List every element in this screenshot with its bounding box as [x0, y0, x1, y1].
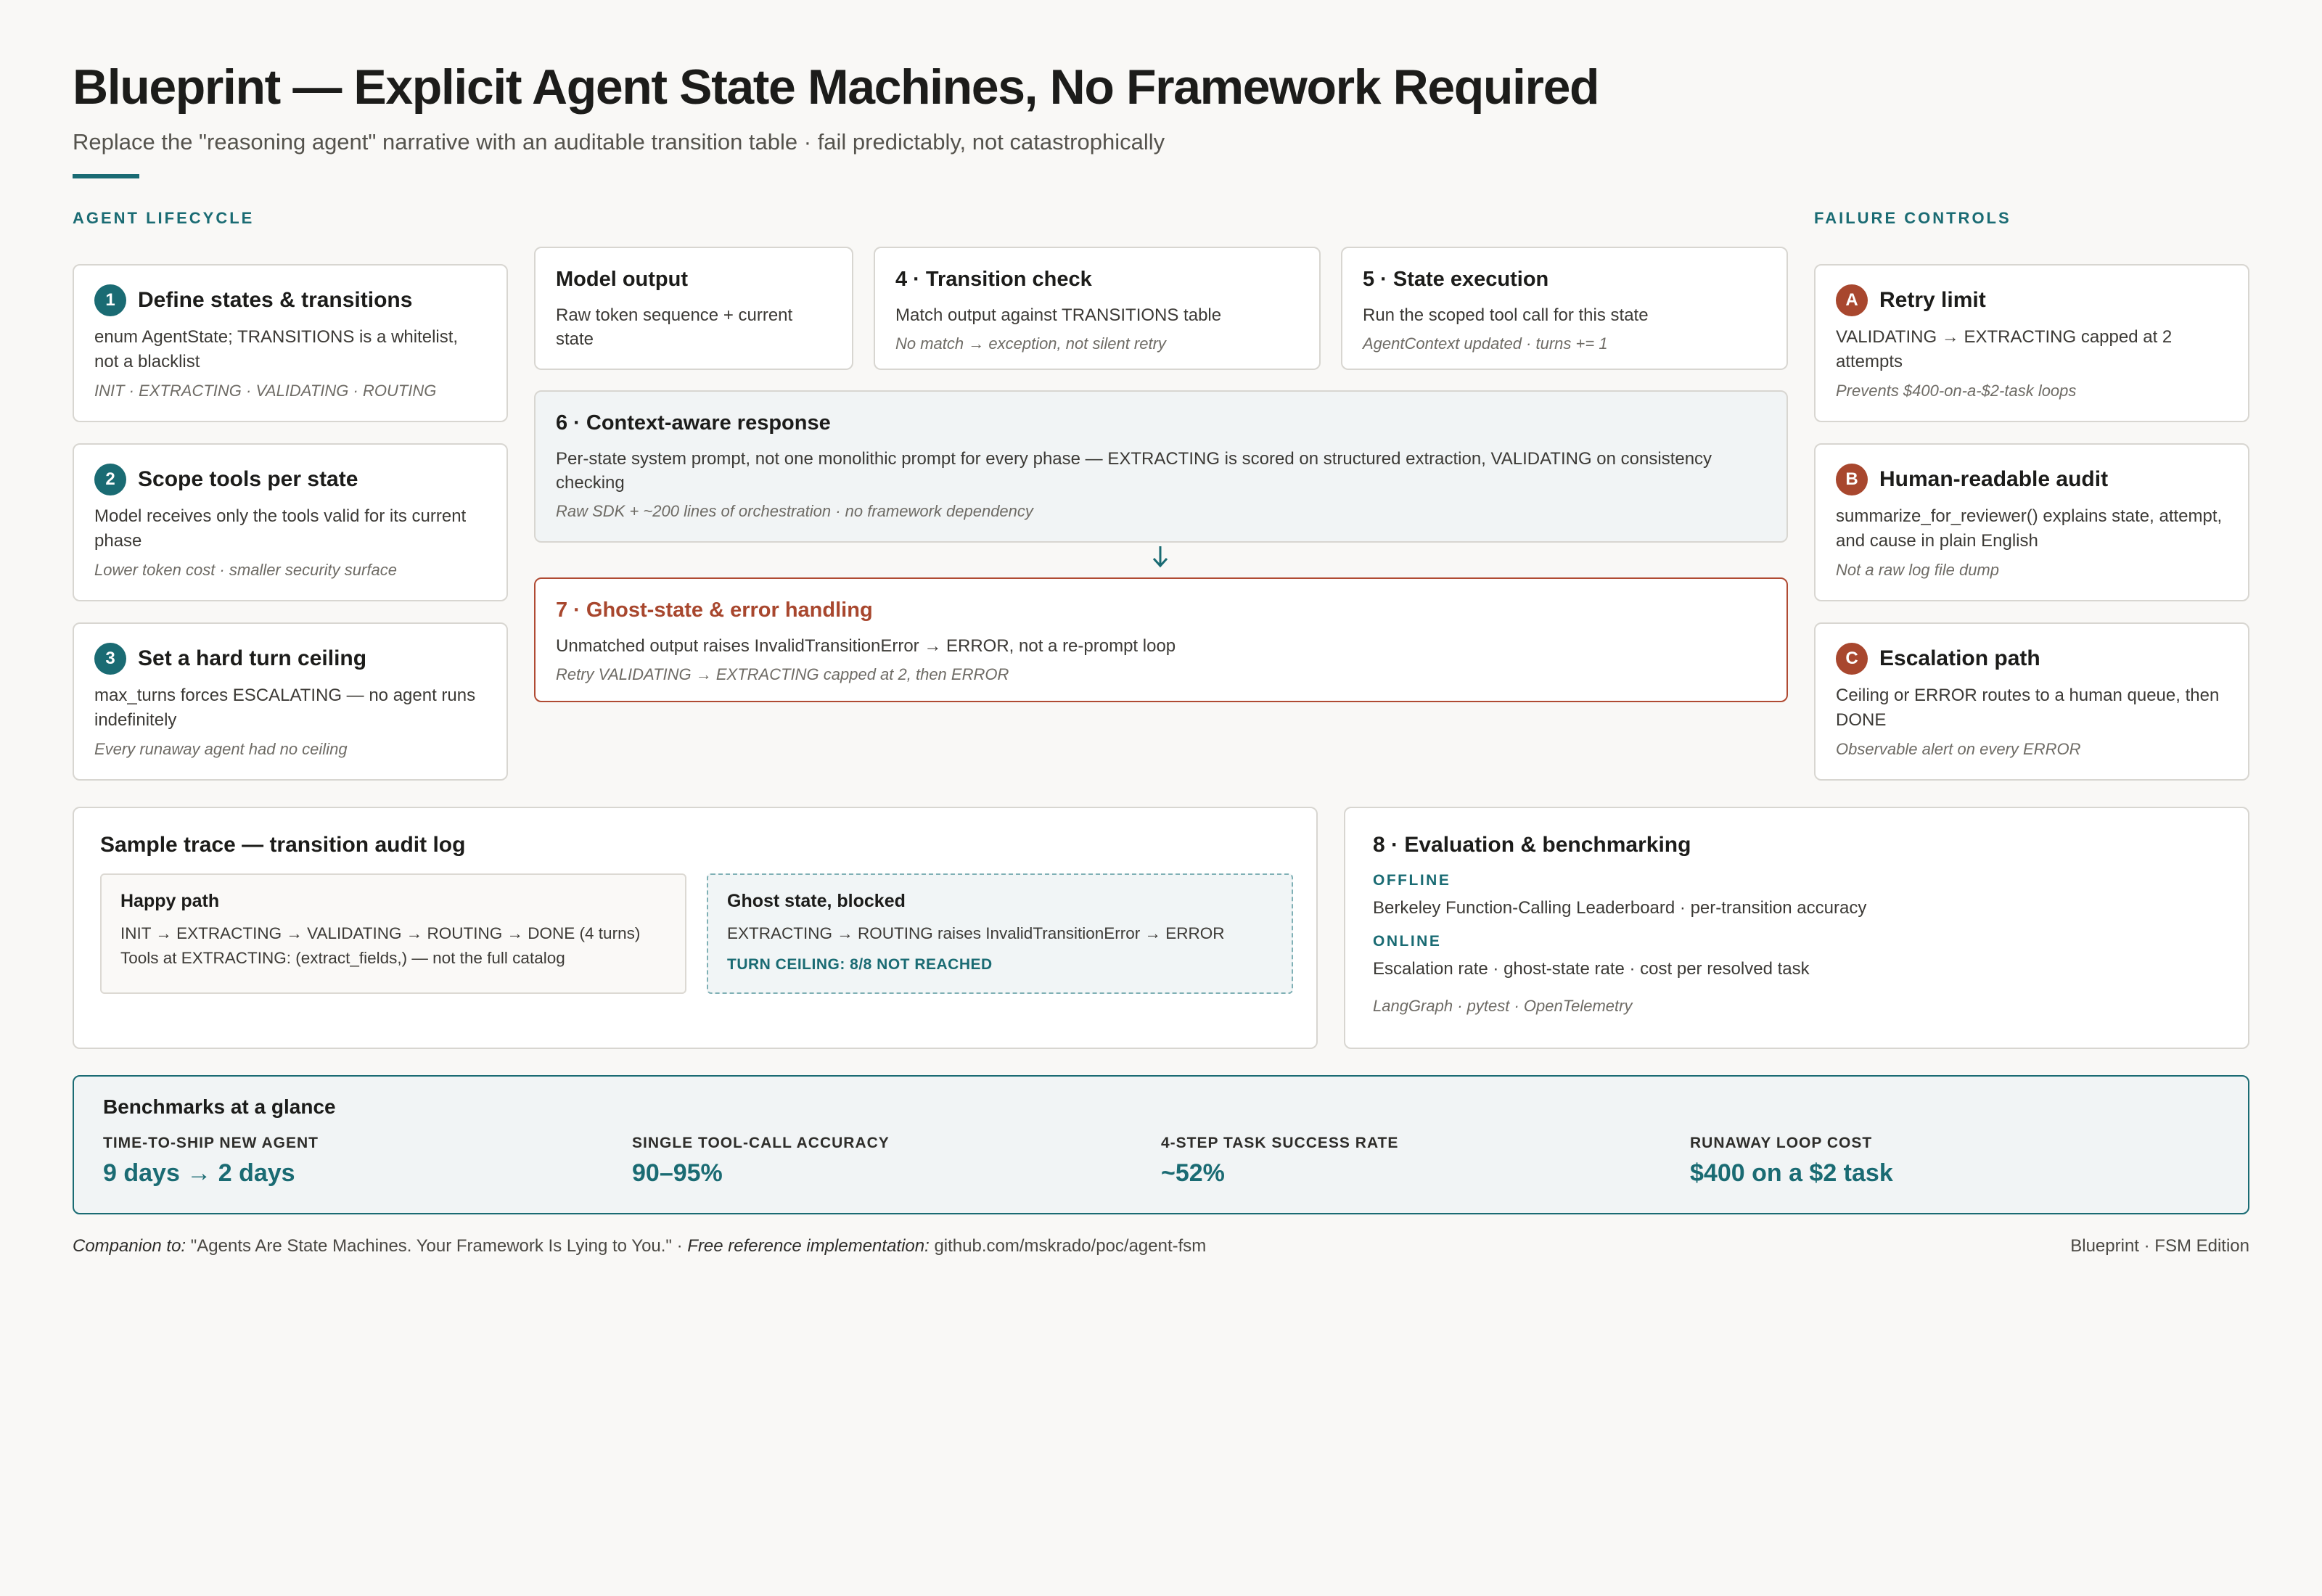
benchmarks-title: Benchmarks at a glance	[103, 1095, 336, 1118]
metric-label: TIME-TO-SHIP NEW AGENT	[103, 1135, 319, 1151]
failure-card-retry-limit	[1814, 264, 2249, 422]
card-title: 5 · State execution	[1363, 268, 1549, 291]
trace-title: Sample trace — transition audit log	[100, 833, 466, 857]
card-body: Unmatched output raises InvalidTransitionError → ERROR, not a re-prompt loop	[556, 636, 1176, 656]
metric-label: SINGLE TOOL-CALL ACCURACY	[632, 1135, 890, 1151]
metric-runaway-loop-cost	[1690, 1135, 2219, 1188]
trace-card	[73, 807, 1318, 1049]
card-title	[94, 643, 486, 675]
happy-path-sequence: INIT → EXTRACTING → VALIDATING → ROUTING → DONE (4 turns)	[120, 924, 641, 942]
card-body: max_turns forces ESCALATING — no agent runs indefinitely	[94, 686, 476, 730]
failure-card-escalation-path	[1814, 622, 2249, 781]
card-body: Match output against TRANSITIONS table	[895, 305, 1222, 325]
footer-edition: Blueprint · FSM Edition	[2070, 1236, 2249, 1256]
online-text: Escalation rate · ghost-state rate · cost per resolved task	[1373, 959, 1810, 979]
metric-tool-call-accuracy	[632, 1135, 1161, 1188]
happy-path-title: Happy path	[120, 891, 220, 911]
lifecycle-section-label: AGENT LIFECYCLE	[73, 209, 255, 227]
implementation-link[interactable]: github.com/mskrado/poc/agent-fsm	[934, 1236, 1207, 1256]
failure-card-human-audit	[1814, 443, 2249, 601]
card-title-text: Human-readable audit	[1879, 467, 2109, 491]
failure-controls-section-label: FAILURE CONTROLS	[1814, 209, 2011, 227]
card-note: No match → exception, not silent retry	[895, 334, 1166, 353]
companion-label: Companion to:	[73, 1236, 186, 1256]
card-title	[94, 464, 486, 495]
card-body: summarize_for_reviewer() explains state, attempt, and cause in plain English	[1836, 506, 2223, 551]
implementation-label: Free reference implementation:	[687, 1236, 930, 1256]
evaluation-title: 8 · Evaluation & benchmarking	[1373, 833, 1691, 857]
offline-text: Berkeley Function-Calling Leaderboard · per-transition accuracy	[1373, 898, 1867, 918]
footer	[73, 1236, 2249, 1256]
card-title	[1836, 284, 2228, 316]
flow-card-context-response	[534, 390, 1788, 543]
card-title: 4 · Transition check	[895, 268, 1092, 291]
card-body: Run the scoped tool call for this state	[1363, 305, 1649, 325]
step-badge: 3	[94, 643, 126, 675]
metric-task-success-rate	[1161, 1135, 1690, 1188]
card-body: VALIDATING → EXTRACTING capped at 2 attempts	[1836, 327, 2173, 371]
card-title-text: Scope tools per state	[138, 467, 358, 491]
card-note: Every runaway agent had no ceiling	[94, 740, 348, 758]
card-body: Per-state system prompt, not one monolithic prompt for every phase — EXTRACTING is scored on structured extraction, VALIDATING on consistency checking	[556, 449, 1712, 493]
arrow-down-icon	[1149, 544, 1171, 569]
metric-value: $400 on a $2 task	[1690, 1159, 1893, 1187]
card-note: AgentContext updated · turns += 1	[1363, 334, 1608, 353]
card-note: Observable alert on every ERROR	[1836, 740, 2081, 758]
card-note: Retry VALIDATING → EXTRACTING capped at 2, then ERROR	[556, 665, 1009, 683]
card-title: 7 · Ghost-state & error handling	[556, 598, 873, 622]
footer-companion	[73, 1236, 1206, 1256]
card-title: 6 · Context-aware response	[556, 411, 831, 435]
lifecycle-card-define-states	[73, 264, 508, 422]
control-badge: A	[1836, 284, 1868, 316]
ghost-state-box	[707, 873, 1293, 994]
card-body: enum AgentState; TRANSITIONS is a whitelist, not a blacklist	[94, 327, 459, 371]
page	[73, 58, 2249, 1256]
online-label: ONLINE	[1373, 933, 1442, 950]
card-body: Ceiling or ERROR routes to a human queue, then DONE	[1836, 686, 2220, 730]
flow-card-model-output	[534, 247, 853, 370]
ghost-state-title: Ghost state, blocked	[727, 891, 906, 911]
companion-text: "Agents Are State Machines. Your Framework Is Lying to You." ·	[190, 1236, 688, 1256]
card-note: Raw SDK + ~200 lines of orchestration · no framework dependency	[556, 502, 1033, 520]
card-note: INIT · EXTRACTING · VALIDATING · ROUTING	[94, 382, 437, 400]
lifecycle-card-scope-tools	[73, 443, 508, 601]
evaluation-card	[1344, 807, 2249, 1049]
card-title-text: Retry limit	[1879, 288, 1986, 312]
turn-ceiling-status: TURN CEILING: 8/8 NOT REACHED	[727, 956, 993, 973]
card-note: Not a raw log file dump	[1836, 561, 1999, 579]
flow-card-ghost-state	[534, 577, 1788, 702]
flow-card-state-execution	[1341, 247, 1788, 370]
page-title: Blueprint — Explicit Agent State Machines, No Framework Required	[73, 59, 1599, 115]
control-badge: C	[1836, 643, 1868, 675]
happy-path-box	[100, 873, 686, 994]
benchmarks-grid	[103, 1135, 2219, 1188]
benchmarks-panel	[73, 1075, 2249, 1214]
card-title-text: Set a hard turn ceiling	[138, 646, 367, 670]
lifecycle-card-turn-ceiling	[73, 622, 508, 781]
evaluation-tools: LangGraph · pytest · OpenTelemetry	[1373, 997, 1633, 1015]
card-body: Raw token sequence + current state	[556, 305, 793, 349]
page-subtitle: Replace the "reasoning agent" narrative with an auditable transition table · fail predictably, not catastrophically	[73, 129, 1165, 155]
metric-time-to-ship	[103, 1135, 632, 1188]
card-body: Model receives only the tools valid for its current phase	[94, 506, 467, 551]
diagram-area	[73, 58, 2249, 1291]
offline-label: OFFLINE	[1373, 872, 1451, 889]
metric-value: ~52%	[1161, 1159, 1225, 1187]
card-note: Prevents $400-on-a-$2-task loops	[1836, 382, 2077, 400]
metric-value: 9 days → 2 days	[103, 1159, 295, 1187]
card-title: Model output	[556, 268, 689, 291]
card-title	[1836, 643, 2228, 675]
ghost-state-sequence: EXTRACTING → ROUTING raises InvalidTransitionError → ERROR	[727, 924, 1225, 942]
metric-label: 4-STEP TASK SUCCESS RATE	[1161, 1135, 1399, 1151]
metric-value: 90–95%	[632, 1159, 723, 1187]
card-title	[1836, 464, 2228, 495]
card-title	[94, 284, 486, 316]
card-title-text: Escalation path	[1879, 646, 2040, 670]
metric-label: RUNAWAY LOOP COST	[1690, 1135, 1873, 1151]
control-badge: B	[1836, 464, 1868, 495]
card-note: Lower token cost · smaller security surface	[94, 561, 397, 579]
step-badge: 1	[94, 284, 126, 316]
flow-card-transition-check	[874, 247, 1321, 370]
card-title-text: Define states & transitions	[138, 288, 413, 312]
step-badge: 2	[94, 464, 126, 495]
happy-path-tools: Tools at EXTRACTING: (extract_fields,) — not the full catalog	[120, 949, 565, 967]
